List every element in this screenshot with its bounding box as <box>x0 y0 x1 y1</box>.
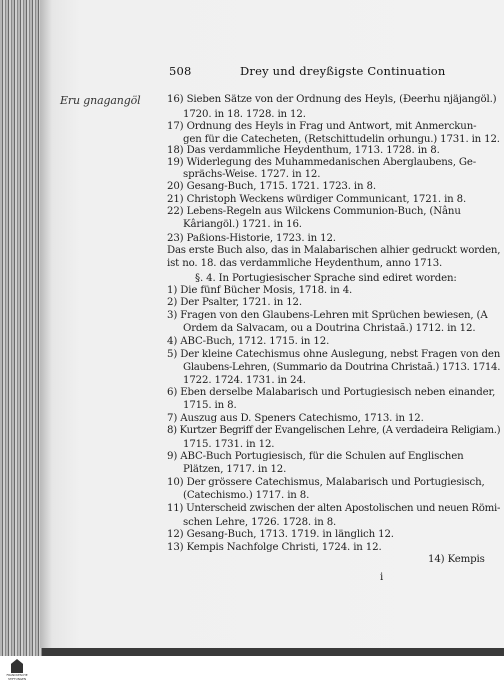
text-line: §. 4. In Portugiesischer Sprache sind ediret worden: <box>195 273 457 284</box>
text-line: 1720. in 18. 1728. in 12. <box>183 109 306 120</box>
text-line: sprächs-Weise. 1727. in 12. <box>183 169 321 180</box>
library-mark: FRANCKESCHE STIFTUNGEN <box>6 673 28 681</box>
text-line: 18) Das verdammliche Heydenthum, 1713. 1728. in 8. <box>167 145 440 156</box>
text-line: schen Lehre, 1726. 1728. in 8. <box>183 517 337 528</box>
text-line: 21) Christoph Weckens würdiger Communicant, 1721. in 8. <box>167 194 467 205</box>
text-line: 19) Widerlegung des Muhammedanischen Aberglaubens, Ge- <box>167 157 477 168</box>
text-line: 1) Die fünf Bücher Mosis, 1718. in 4. <box>167 285 353 296</box>
text-line: 4) ABC-Buch, 1712. 1715. in 12. <box>167 336 330 347</box>
text-line: 7) Auszug aus D. Speners Catechismo, 1713. in 12. <box>167 413 424 424</box>
text-line: 17) Ordnung des Heyls in Frag und Antwort, mit Anmerckun- <box>167 121 477 132</box>
text-line: Ordem da Salvacam, ou a Doutrina Christaã.) 1712. in 12. <box>183 323 476 334</box>
text-line: 9) ABC-Buch Portugiesisch, für die Schulen auf Englischen <box>167 451 464 462</box>
text-line: Das erste Buch also, das in Malabarischen alhier gedruckt worden, <box>167 245 501 256</box>
text-line: Kâriangöl.) 1721. in 16. <box>183 219 302 230</box>
text-line: 13) Kempis Nachfolge Christi, 1724. in 12. <box>167 542 382 553</box>
text-line: 5) Der kleine Catechismus ohne Auslegung, nebst Fragen von den <box>167 349 501 360</box>
text-line: 2) Der Psalter, 1721. in 12. <box>167 297 302 308</box>
text-line: 1715. 1731. in 12. <box>183 439 275 450</box>
text-line: 23) Paßions-Historie, 1723. in 12. <box>167 233 336 244</box>
text-line: 10) Der grössere Catechismus, Malabarisch und Portugiesisch, <box>167 477 485 488</box>
text-line: 16) Sieben Sätze von der Ordnung des Heyls, (Ðeerhu njäjangöl.) <box>167 94 497 105</box>
catchword: 14) Kempis <box>428 554 485 565</box>
text-line: 8) Kurtzer Begriff der Evangelischen Lehre, (A verdadeira Religiam.) <box>167 425 501 436</box>
text-line: Glaubens-Lehren, (Summario da Doutrina Christaã.) 1713. 1714. <box>183 362 501 373</box>
text-line: 12) Gesang-Buch, 1713. 1719. in länglich 12. <box>167 529 394 540</box>
library-logo-icon <box>11 659 23 673</box>
footer-bar <box>0 656 504 683</box>
book-spine <box>0 0 42 656</box>
margin-note: Eru gnagangöl <box>60 94 141 107</box>
text-line: ist no. 18. das verdammliche Heydenthum, anno 1713. <box>167 258 443 269</box>
text-line: 1722. 1724. 1731. in 24. <box>183 375 306 386</box>
text-line: 22) Lebens-Regeln aus Wilckens Communion-Buch, (Nânu <box>167 206 461 217</box>
running-title: Drey und dreyßigste Continuation <box>240 64 446 78</box>
text-line: 1715. in 8. <box>183 400 237 411</box>
library-logo <box>6 659 28 681</box>
page-number: 508 <box>169 64 192 78</box>
signature-mark: i <box>380 572 384 583</box>
text-line: 11) Unterscheid zwischen der alten Apostolischen und neuen Römi- <box>167 503 501 514</box>
text-line: 20) Gesang-Buch, 1715. 1721. 1723. in 8. <box>167 181 376 192</box>
text-line: Plätzen, 1717. in 12. <box>183 464 287 475</box>
text-line: (Catechismo.) 1717. in 8. <box>183 490 310 501</box>
text-line: 3) Fragen von den Glaubens-Lehren mit Sprüchen bewiesen, (A <box>167 310 488 321</box>
text-line: 6) Eben derselbe Malabarisch und Portugiesisch neben einander, <box>167 387 496 398</box>
text-line: gen für die Catecheten, (Retschittudelin orhungu.) 1731. in 12. <box>183 134 500 145</box>
